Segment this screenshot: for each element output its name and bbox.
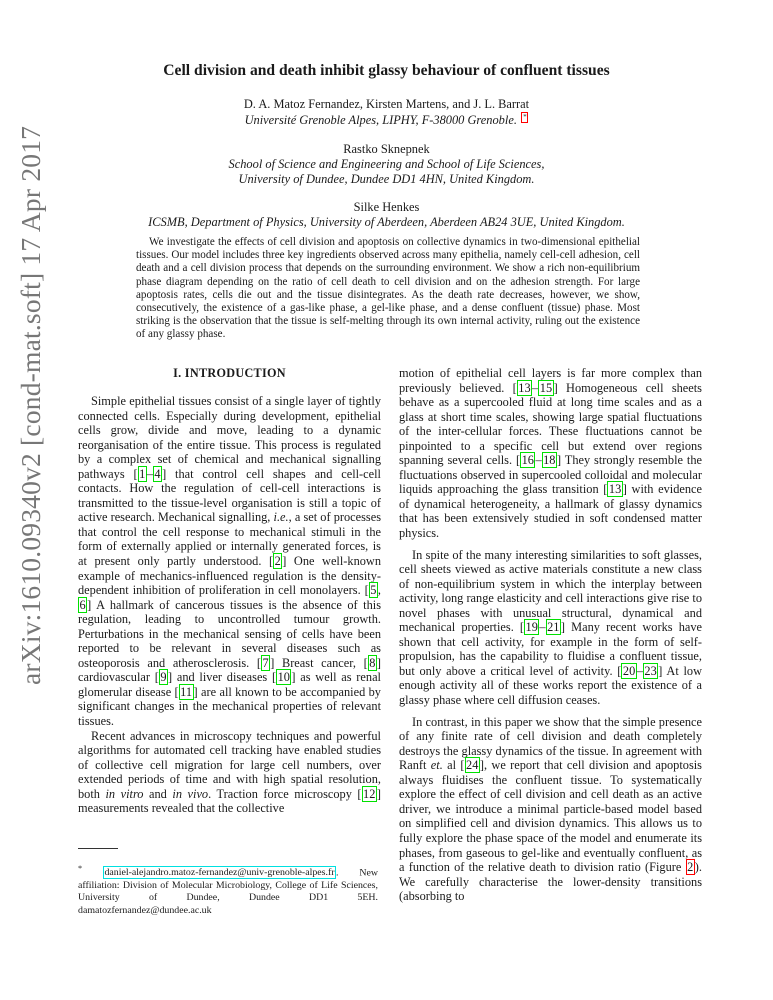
arxiv-stamp-text: arXiv:1610.09340v2 [cond-mat.soft] 17 Apr 2017 [15, 125, 46, 685]
citation-link[interactable]: 1 [139, 466, 146, 481]
citation-link[interactable]: 7 [262, 655, 269, 670]
figure-reference-link[interactable]: 2 [687, 860, 694, 875]
left-column [78, 380, 381, 816]
citation-link[interactable]: 2 [274, 554, 281, 569]
citation-link[interactable]: 11 [180, 684, 193, 699]
author-group-2 [0, 142, 773, 187]
paragraph: In contrast, in this paper we show that the simple presence of any finite rate of cell division and death completely destroys the glassy dynamics of the tissue. In agreement with Ranft et. al [ 24 ], we report that cell division and apoptosis always fluidises the confluent tissue. To systematically explore the effect of cell division and cell death as an active driver, we introduce a minimal particle-based model based on simplified cell and division dynamics. This allows us to fully explore the phase space of the model and enumerate its phases, from gaseous to gel-like and eventually confluent, as a function of the relative death to division ratio (Figure 2 ). We carefully characterise the lower-density transitions (absorbing to [399, 714, 702, 904]
citation-link[interactable]: 16 [521, 453, 534, 468]
paper-title: Cell division and death inhibit glassy behaviour of confluent tissues [163, 62, 610, 79]
footnote: * daniel-alejandro.matoz-fernandez@univ-grenoble-alpes.fr . New affiliation: Division of Molecular Microbiology, College of Life Sciences, University of Dundee, Dundee DD1 5EH. damatozfernandez@dundee.ac.uk [78, 864, 378, 917]
paragraph: motion of epithelial cell layers is far more complex than previously believed. [ 13 – 15 ] Homogeneous cell sheets behave as a supercooled fluid at long time scales and as a glass at short time scales, showing large spatial fluctuations of the inter-cellular forces. These fluctuations cannot be pinpointed to a specific cell but extend over regions spanning several cells. [ 16 – 18 ] They strongly resemble the fluctuations observed in supercooled colloidal and molecular liquids approaching the glass transition [ 13 ] with evidence of dynamical heterogeneity, a hallmark of glassy dynamics that has been extensively studied in soft condensed matter physics. [399, 366, 702, 541]
footnote-link[interactable]: * [522, 113, 527, 121]
citation-link[interactable]: 24 [466, 758, 479, 773]
citation-link[interactable]: 18 [543, 453, 556, 468]
citation-link[interactable]: 12 [363, 786, 376, 801]
citation-link[interactable]: 6 [79, 597, 86, 612]
author-names: Rastko Sknepnek [343, 142, 430, 156]
citation-link[interactable]: 5 [370, 583, 377, 598]
right-column [399, 366, 702, 904]
citation-link[interactable]: 15 [539, 380, 553, 395]
citation-link[interactable]: 21 [547, 620, 560, 635]
citation-link[interactable]: 10 [277, 670, 290, 685]
paragraph: Simple epithelial tissues consist of a single layer of tightly connected cells. Especially during development, epithelial cells grow, divide and move, leading to a dynamic reorganisation of the entire tissue. This process is regulated by a complex set of chemical and mechanical signalling pathways [ 1 – 4 ] that control cell shapes and cell-cell contacts. How the regulation of cell-cell interactions is transmitted to the tissue-level organisation is still a topic of active research. Mechanical signalling, i.e., a set of processes that control the cell response to mechanical stimuli in the form of externally applied or internally generated forces, is at present only partly understood. [ 2 ] One well-known example of mechanics-influenced regulation is the density-dependent inhibition of proliferation in cell monolayers. [ 5 , 6 ] A hallmark of cancerous tissues is the absence of this regulation, leading to uncontrolled tumour growth. Perturbations in the mechanical sensing of cells have been reported to be relevant in several diseases such as osteoporosis and atherosclerosis. [ 7 ] Breast cancer, [ 8 ] cardiovascular [ 9 ] and liver diseases [ 10 ] as well as renal glomerular disease [ 11 ] are all known to be accompanied by significant changes in the mechanical properties of relevant tissues. [78, 394, 382, 729]
citation-link[interactable]: 19 [525, 620, 538, 635]
author-group-3 [0, 200, 773, 230]
citation-link[interactable]: 13 [518, 380, 531, 395]
paragraph: Recent advances in microscopy techniques and powerful algorithms for automated cell tracking have enabled studies of collective cell migration for large cell numbers, over extended periods of time and with high spatial resolution, both in vitro and in vivo. Traction force microscopy [ 12 ] measurements revealed that the collective [78, 728, 382, 816]
citation-link[interactable]: 8 [369, 655, 376, 670]
author-affiliation: Université Grenoble Alpes, LIPHY, F-38000 Grenoble. * [244, 113, 527, 128]
arxiv-identifier-stamp [6, 125, 48, 700]
section-heading: I. INTRODUCTION [173, 366, 286, 380]
citation-link[interactable]: 4 [154, 466, 161, 481]
citation-link[interactable]: 9 [160, 670, 167, 685]
author-names: Silke Henkes [353, 200, 420, 214]
abstract: We investigate the effects of cell division and apoptosis on collective dynamics in two-dimensional epithelial tissues. Our model includes three key ingredients observed across many epithelia, namely cell-cell adhesion, cell death and a cell division process that depends on the surrounding environment. We show a rich non-equilibrium phase diagram depending on the ratio of cell death to cell division and on the adhesion strength. For large apoptosis rates, cells die out and the tissue disintegrates. As the death rate decreases, however, we show, consecutively, the existence of a gas-like phase, a gel-like phase, and a dense confluent (tissue) phase. Most striking is the observation that the tissue is self-melting through its own internal activity, ruling out the existence of any glassy phase. [136, 236, 640, 341]
author-names: D. A. Matoz Fernandez, Kirsten Martens, and J. L. Barrat [243, 97, 530, 111]
citation-link[interactable]: 23 [644, 663, 657, 678]
author-affiliation: School of Science and Engineering and School of Life Sciences, [228, 157, 545, 171]
citation-link[interactable]: 20 [622, 663, 636, 678]
email-link[interactable]: daniel-alejandro.matoz-fernandez@univ-grenoble-alpes.fr [104, 867, 335, 879]
paragraph: In spite of the many interesting similarities to soft glasses, cell sheets viewed as active materials constitute a new class of non-equilibrium system in which the interplay between activity, long range elasticity and cell interactions give rise to novel phases with unusual structural, dynamical and mechanical properties. [ 19 – 21 ] Many recent works have shown that cell activity, for example in the form of self-propulsion, has the capability to fluidise a confluent tissue, but only above a critical level of activity. [ 20 – 23 ] At low enough activity all of these works report the existence of a glassy phase where cell diffusion ceases. [399, 547, 702, 708]
author-affiliation: University of Dundee, Dundee DD1 4HN, United Kingdom. [238, 172, 535, 186]
citation-link[interactable]: 13 [608, 482, 622, 497]
author-group-1 [0, 97, 773, 128]
footnote-divider [78, 848, 118, 849]
author-affiliation: ICSMB, Department of Physics, University of Aberdeen, Aberdeen AB24 3UE, United Kingdom. [148, 215, 625, 229]
